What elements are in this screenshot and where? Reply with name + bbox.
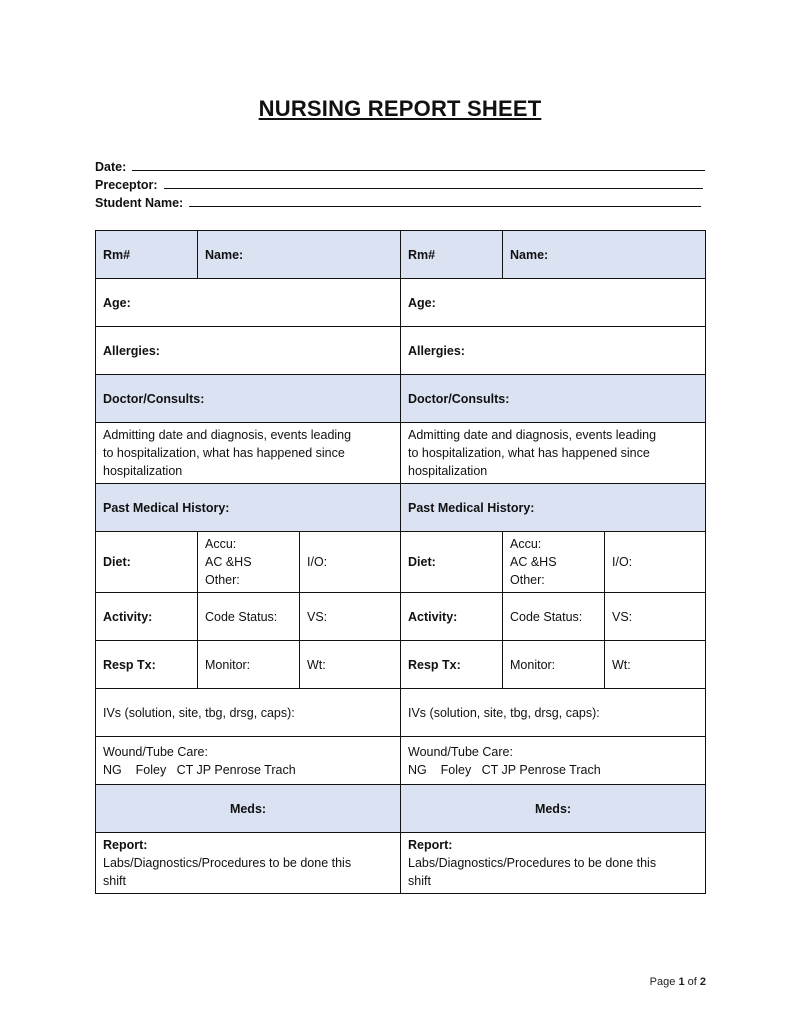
wt-cell-left[interactable]: Wt: (300, 641, 401, 689)
preceptor-line (164, 187, 703, 189)
diet-cell-left[interactable]: Diet: (96, 532, 198, 593)
ivs-cell-left[interactable]: IVs (solution, site, tbg, drsg, caps): (96, 689, 401, 737)
admitting-line-3: hospitalization (408, 464, 488, 478)
resp-cell-right[interactable]: Resp Tx: (401, 641, 503, 689)
page-current: 1 (678, 976, 685, 988)
rm-cell-left[interactable]: Rm# (96, 231, 198, 279)
name-cell-right[interactable]: Name: (503, 231, 706, 279)
other-label: Other: (510, 573, 545, 587)
other-label: Other: (205, 573, 240, 587)
meds-cell-right[interactable]: Meds: (401, 785, 706, 833)
accu-cell-right[interactable] (503, 532, 605, 593)
admitting-line-2: to hospitalization, what has happened since (103, 446, 345, 460)
ivs-cell-right[interactable]: IVs (solution, site, tbg, drsg, caps): (401, 689, 706, 737)
resp-cell-left[interactable]: Resp Tx: (96, 641, 198, 689)
admitting-line-3: hospitalization (103, 464, 183, 478)
wound-cell-left[interactable] (96, 737, 401, 785)
student-name-label: Student Name: (95, 196, 184, 210)
preceptor-field[interactable] (95, 174, 703, 192)
monitor-cell-right[interactable]: Monitor: (503, 641, 605, 689)
age-cell-left[interactable]: Age: (96, 279, 401, 327)
activity-cell-left[interactable]: Activity: (96, 593, 198, 641)
vs-cell-right[interactable]: VS: (605, 593, 706, 641)
page-footer (0, 976, 706, 988)
meds-cell-left[interactable]: Meds: (96, 785, 401, 833)
labs-line-2: shift (408, 874, 431, 888)
achs-label: AC &HS (205, 555, 252, 569)
allergies-cell-left[interactable]: Allergies: (96, 327, 401, 375)
labs-line-1: Labs/Diagnostics/Procedures to be done this (408, 856, 657, 870)
achs-label: AC &HS (510, 555, 557, 569)
wound-cell-right[interactable] (401, 737, 706, 785)
age-cell-right[interactable]: Age: (401, 279, 706, 327)
date-line (132, 169, 705, 171)
wound-items: NG Foley CT JP Penrose Trach (408, 762, 601, 777)
wound-label: Wound/Tube Care: (103, 744, 208, 759)
accu-cell-left[interactable] (198, 532, 300, 593)
past-medical-cell-right[interactable]: Past Medical History: (401, 484, 706, 532)
labs-line-2: shift (103, 874, 126, 888)
name-cell-left[interactable]: Name: (198, 231, 401, 279)
accu-label: Accu: (510, 537, 542, 551)
vs-cell-left[interactable]: VS: (300, 593, 401, 641)
of-label: of (687, 976, 697, 988)
wound-items: NG Foley CT JP Penrose Trach (103, 762, 296, 777)
code-status-cell-right[interactable]: Code Status: (503, 593, 605, 641)
report-cell-left[interactable] (96, 833, 401, 894)
admitting-line-2: to hospitalization, what has happened since (408, 446, 650, 460)
labs-line-1: Labs/Diagnostics/Procedures to be done this (103, 856, 352, 870)
io-cell-left[interactable]: I/O: (300, 532, 401, 593)
page-label: Page (649, 976, 676, 988)
page-title: NURSING REPORT SHEET (258, 96, 542, 121)
past-medical-cell-left[interactable]: Past Medical History: (96, 484, 401, 532)
date-label: Date: (95, 160, 127, 174)
admitting-cell-left[interactable] (96, 423, 401, 484)
preceptor-label: Preceptor: (95, 178, 158, 192)
report-cell-right[interactable] (401, 833, 706, 894)
doctor-cell-right[interactable]: Doctor/Consults: (401, 375, 706, 423)
date-field[interactable] (95, 156, 705, 174)
monitor-cell-left[interactable]: Monitor: (198, 641, 300, 689)
student-name-line (189, 205, 701, 207)
report-label: Report: (408, 838, 453, 852)
wound-label: Wound/Tube Care: (408, 744, 513, 759)
activity-cell-right[interactable]: Activity: (401, 593, 503, 641)
allergies-cell-right[interactable]: Allergies: (401, 327, 706, 375)
student-name-field[interactable] (95, 192, 701, 210)
page-total: 2 (699, 976, 706, 988)
accu-label: Accu: (205, 537, 237, 551)
admitting-line-1: Admitting date and diagnosis, events leading (103, 428, 352, 442)
io-cell-right[interactable]: I/O: (605, 532, 706, 593)
admitting-line-1: Admitting date and diagnosis, events leading (408, 428, 657, 442)
code-status-cell-left[interactable]: Code Status: (198, 593, 300, 641)
diet-cell-right[interactable]: Diet: (401, 532, 503, 593)
doctor-cell-left[interactable]: Doctor/Consults: (96, 375, 401, 423)
admitting-cell-right[interactable] (401, 423, 706, 484)
report-table (95, 230, 706, 894)
wt-cell-right[interactable]: Wt: (605, 641, 706, 689)
rm-cell-right[interactable]: Rm# (401, 231, 503, 279)
report-label: Report: (103, 838, 148, 852)
